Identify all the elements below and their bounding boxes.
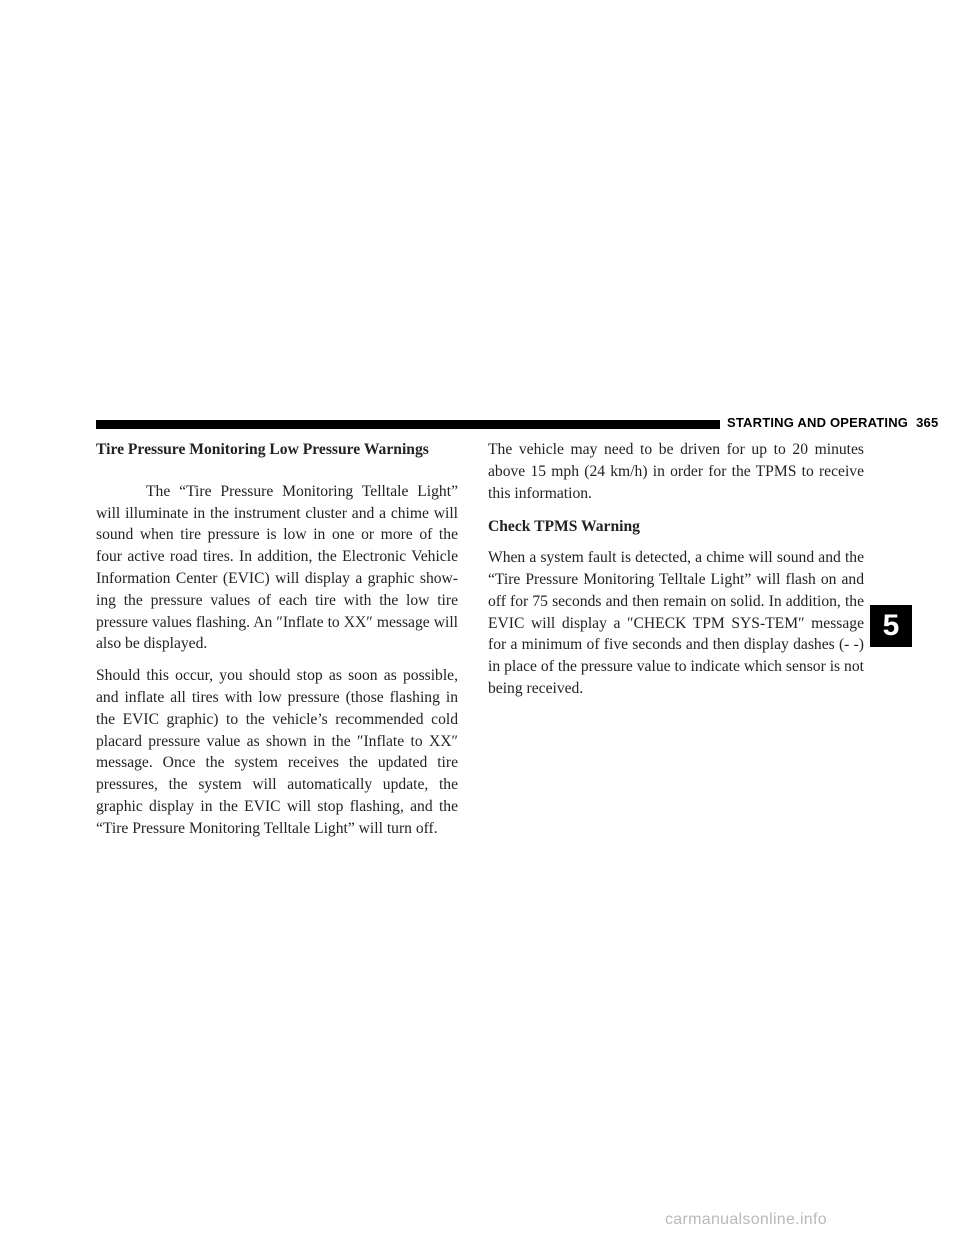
body-paragraph: When a system fault is detected, a chime will sound and the “Tire Pressure Monitoring Telltale Light” will flash on and off for 75 seconds and then remain on solid. In addition, the EVIC will display a ″CHECK TPM SYS-TEM″ message for a minimum of five seconds and then display dashes (- -) in place of the pressure value to indicate which sensor is not being received. [488,549,864,697]
section-title: STARTING AND OPERATING [727,415,909,430]
body-paragraph: Should this occur, you should stop as soon as possible, and inflate all tires with low pressure (those flashing in the EVIC graphic) to the vehicle’s recommended cold placard pressure value as shown in the ″Inflate to XX″ message. Once the system receives the updated tire pressures, the system will automatically update, the graphic display in the EVIC will stop flashing, and the “Tire Pressure Monitoring Telltale Light” will turn off. [96,667,458,837]
body-paragraph: The “Tire Pressure Monitoring Telltale Light” will illuminate in the instrument cluster and a chime will sound when tire pressure is low in one or more of the four active road tires. In addition, the Electronic Vehicle Information Center (EVIC) will display a graphic show-ing the pressure values of each tire with the low tire pressure values flashing. An ″Inflate to XX″ message will also be displayed. [96,482,458,653]
body-paragraph: The vehicle may need to be driven for up to 20 minutes above 15 mph (24 km/h) in order for the TPMS to receive this information. [488,441,864,502]
watermark: carmanualsonline.info [665,1211,827,1228]
right-column [488,439,864,700]
running-header [727,415,939,430]
section-heading-low-pressure: Tire Pressure Monitoring Low Pressure Warnings [96,441,429,458]
page-number: 365 [916,415,939,430]
left-column [96,439,458,840]
section-heading-check-tpms: Check TPMS Warning [488,518,640,536]
chapter-tab: 5 [870,605,912,647]
header-rule [96,420,720,429]
